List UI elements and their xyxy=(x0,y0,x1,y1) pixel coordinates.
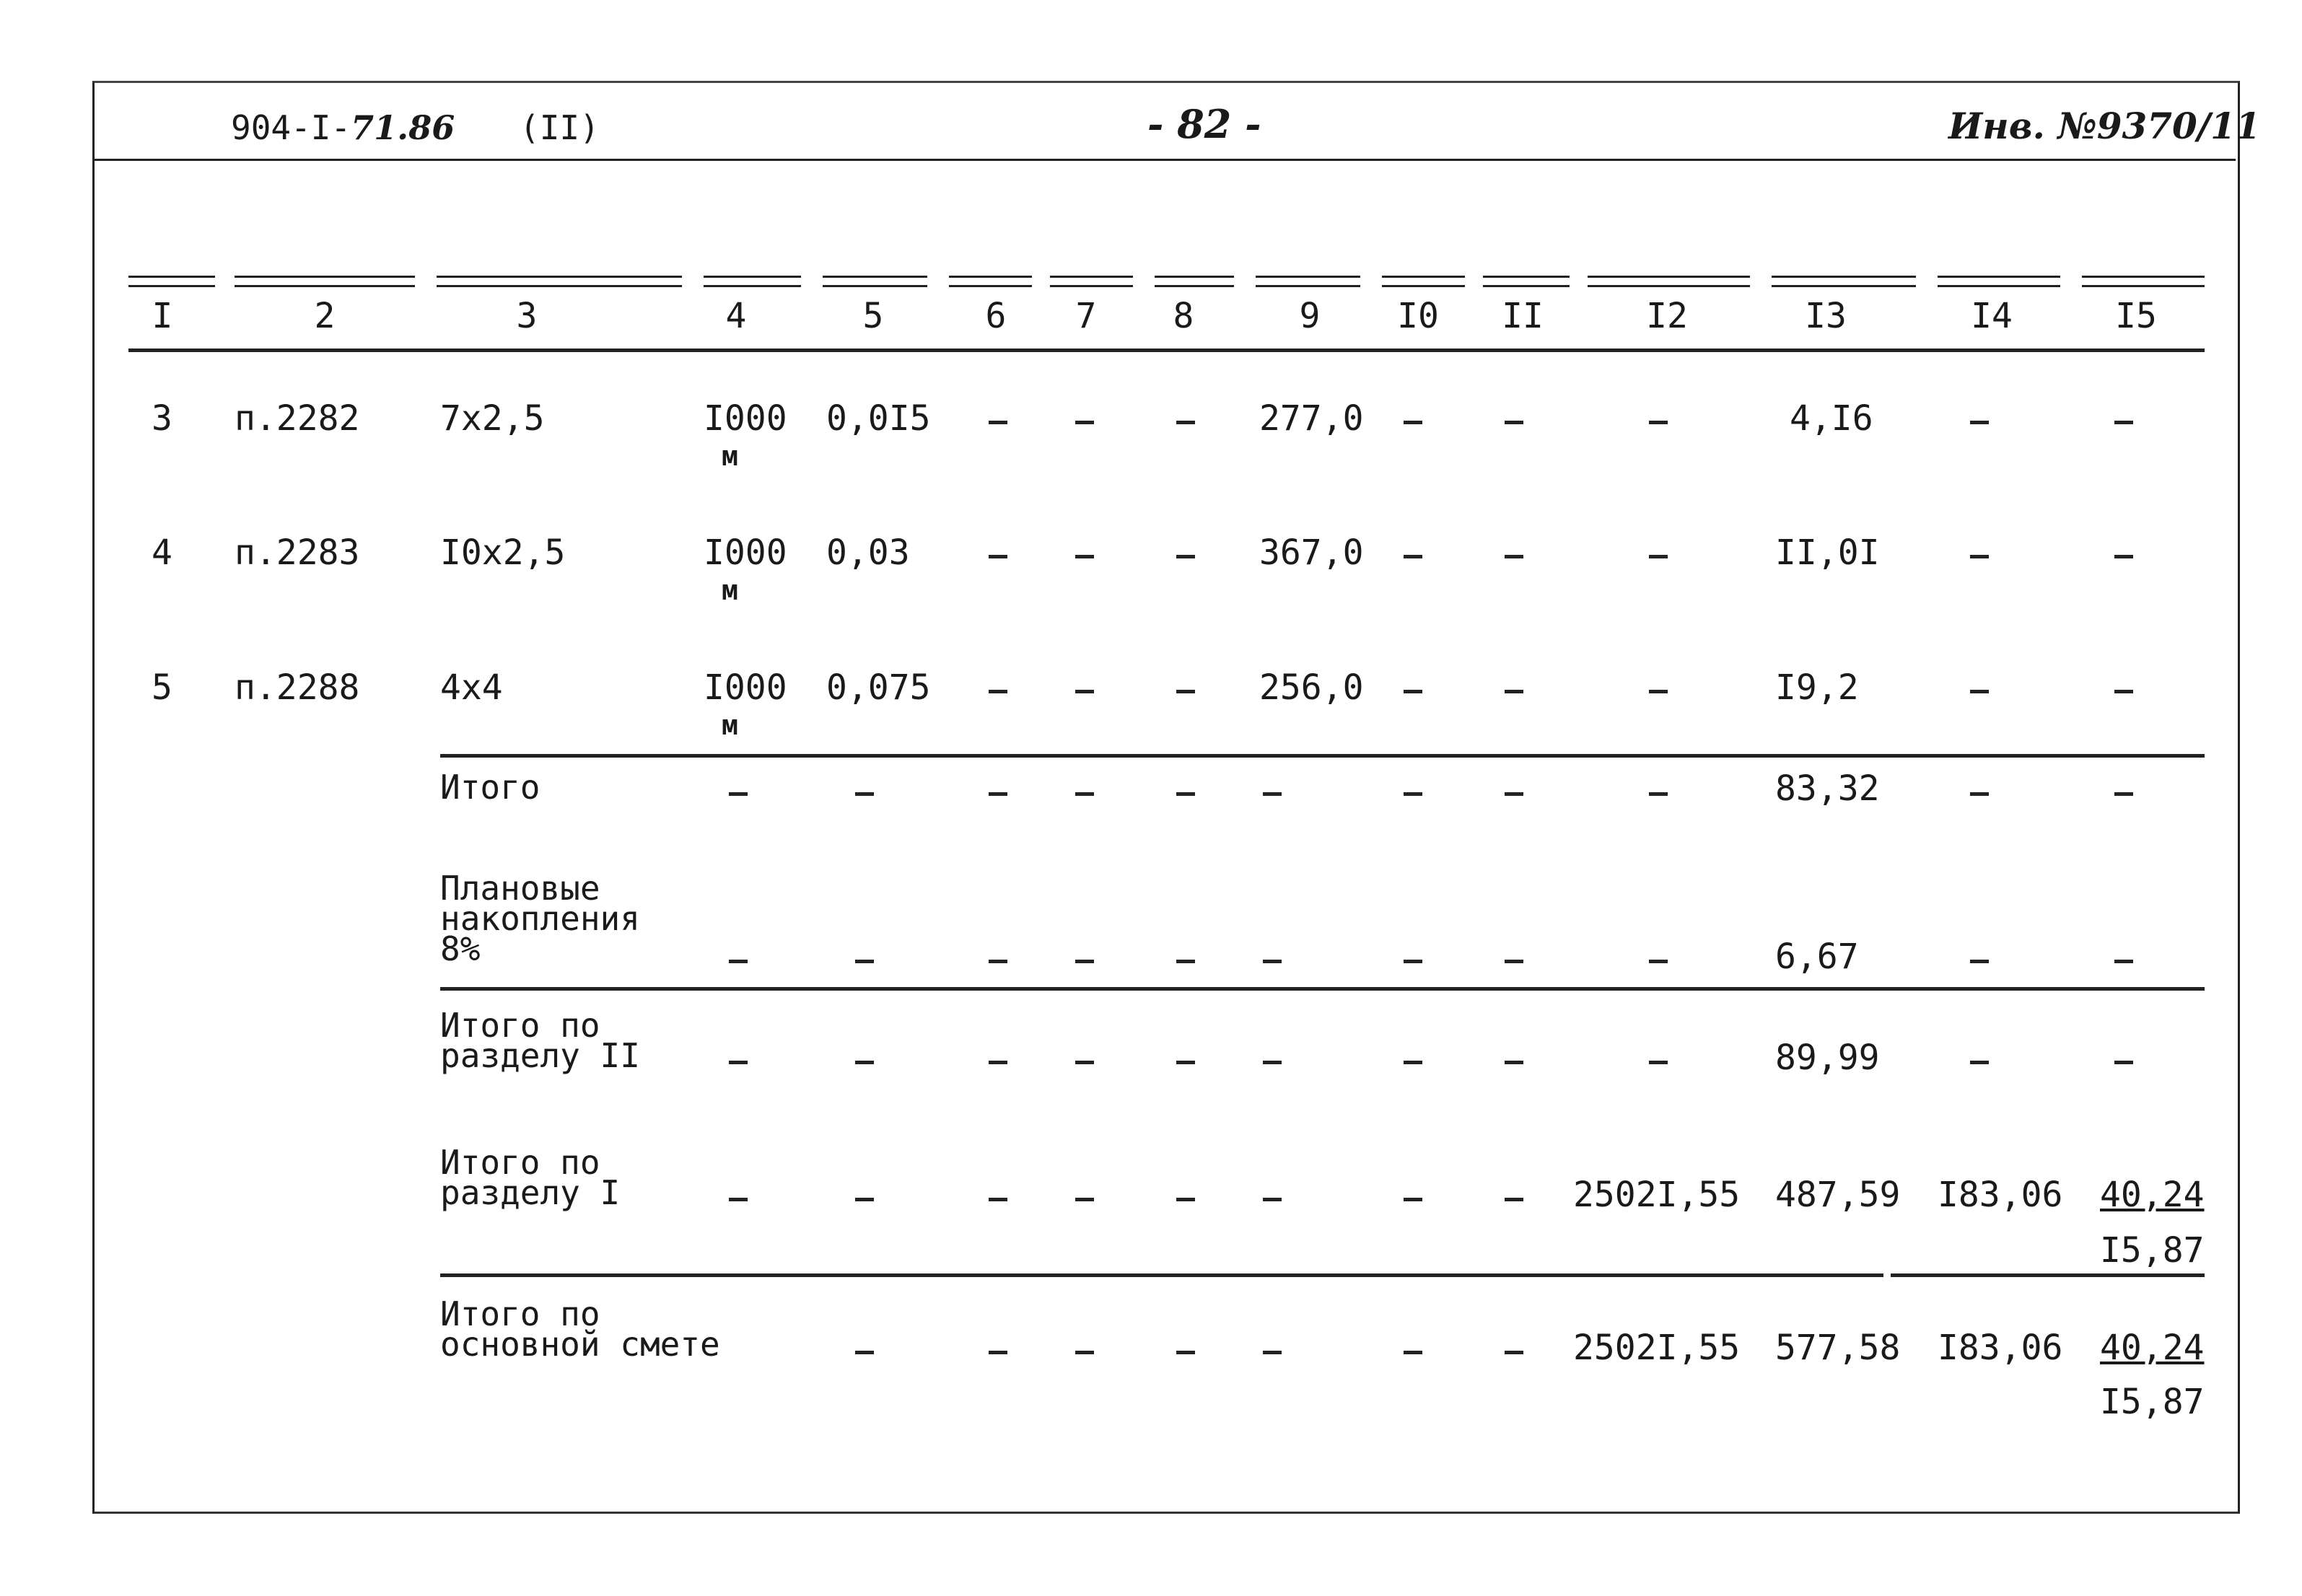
col-rule xyxy=(1256,276,1360,287)
page-number: - 82 - xyxy=(1147,101,1261,147)
dash xyxy=(1404,421,1422,424)
dash xyxy=(1505,690,1523,693)
dash xyxy=(1176,1061,1195,1064)
row-unit: м xyxy=(722,574,738,606)
doc-code-handwritten: 71.86 xyxy=(351,108,455,147)
dash xyxy=(1505,555,1523,558)
dash xyxy=(855,792,874,796)
row-spec: I0x2,5 xyxy=(440,532,566,573)
dash xyxy=(989,690,1007,693)
section-rule xyxy=(440,987,2205,991)
grand-rule-right xyxy=(1891,1273,2205,1277)
col-head-10: I0 xyxy=(1397,296,1439,336)
part-number: (II) xyxy=(520,108,600,147)
col-head-14: I4 xyxy=(1971,296,2013,336)
dash xyxy=(855,1061,874,1064)
dash xyxy=(1649,690,1668,693)
grand-col15-top: 40,24 xyxy=(2100,1328,2205,1368)
section2-label: Итого по разделу II xyxy=(440,1006,640,1075)
dash xyxy=(855,1351,874,1354)
col-rule xyxy=(1938,276,2060,287)
col-head-5: 5 xyxy=(862,296,884,336)
grand-col14: I83,06 xyxy=(1938,1328,2063,1368)
col-head-1: I xyxy=(152,296,173,336)
dash xyxy=(1505,960,1523,963)
col-head-2: 2 xyxy=(314,296,336,336)
dash xyxy=(1176,690,1195,693)
planned-col13: 6,67 xyxy=(1775,937,1859,977)
dash xyxy=(729,1061,748,1064)
dash xyxy=(1176,792,1195,796)
dash xyxy=(1970,421,1989,424)
dash xyxy=(1404,690,1422,693)
row-spec: 7x2,5 xyxy=(440,398,545,439)
row-ref: п.2283 xyxy=(235,532,360,573)
col-head-4: 4 xyxy=(725,296,747,336)
grand-col12: 2502I,55 xyxy=(1573,1328,1741,1368)
col-head-3: 3 xyxy=(516,296,538,336)
section1-label: Итого по разделу I xyxy=(440,1143,621,1212)
dash xyxy=(1075,960,1094,963)
row-col9: 277,0 xyxy=(1259,398,1364,439)
dash xyxy=(1649,421,1668,424)
col-rule xyxy=(128,276,215,287)
row-unit: м xyxy=(722,709,738,741)
dash xyxy=(1404,1061,1422,1064)
dash xyxy=(989,555,1007,558)
col-rule xyxy=(1050,276,1133,287)
dash xyxy=(1263,1351,1282,1354)
header-rule xyxy=(92,159,2236,161)
col-rule xyxy=(704,276,801,287)
dash xyxy=(729,960,748,963)
col-head-12: I2 xyxy=(1646,296,1688,336)
col-rule xyxy=(1772,276,1916,287)
inventory-number: Инв. №9370/11 xyxy=(1948,105,2261,147)
dash xyxy=(989,421,1007,424)
row-col5: 0,03 xyxy=(826,532,910,573)
dash xyxy=(1505,792,1523,796)
dash xyxy=(2114,792,2133,796)
dash xyxy=(989,1351,1007,1354)
row-qty: I000 xyxy=(704,667,787,708)
row-col13: II,0I xyxy=(1775,532,1880,573)
dash xyxy=(1176,1351,1195,1354)
dash xyxy=(989,960,1007,963)
dash xyxy=(1404,1351,1422,1354)
dash xyxy=(855,960,874,963)
dash xyxy=(1404,1198,1422,1201)
planned-label: Плановые накопления 8% xyxy=(440,869,640,968)
dash xyxy=(2114,690,2133,693)
dash xyxy=(1176,555,1195,558)
dash xyxy=(1404,960,1422,963)
dash xyxy=(1176,960,1195,963)
section1-col15-top: 40,24 xyxy=(2100,1175,2205,1215)
dash xyxy=(1970,960,1989,963)
grand-total-label: Итого по основной смете xyxy=(440,1294,720,1364)
dash xyxy=(989,1198,1007,1201)
col-head-8: 8 xyxy=(1173,296,1194,336)
dash xyxy=(989,1061,1007,1064)
col-rule xyxy=(1155,276,1234,287)
row-spec: 4x4 xyxy=(440,667,503,708)
dash xyxy=(1075,1351,1094,1354)
doc-code-printed: 904-I- xyxy=(231,108,351,147)
dash xyxy=(1649,792,1668,796)
dash xyxy=(1263,792,1282,796)
total-col13: 83,32 xyxy=(1775,768,1880,809)
col-head-9: 9 xyxy=(1299,296,1321,336)
row-number: 3 xyxy=(152,398,172,439)
row-qty: I000 xyxy=(704,398,787,439)
col-rule xyxy=(1483,276,1570,287)
total-label: Итого xyxy=(440,768,541,807)
dash xyxy=(1075,690,1094,693)
col-head-6: 6 xyxy=(985,296,1007,336)
row-ref: п.2282 xyxy=(235,398,360,439)
dash xyxy=(1970,792,1989,796)
dash xyxy=(1505,1061,1523,1064)
subtotal-rule xyxy=(440,754,2205,758)
row-number: 4 xyxy=(152,532,172,573)
dash xyxy=(1505,1198,1523,1201)
dash xyxy=(989,792,1007,796)
grand-col13: 577,58 xyxy=(1775,1328,1901,1368)
row-unit: м xyxy=(722,440,738,472)
dash xyxy=(1263,1198,1282,1201)
dash xyxy=(2114,960,2133,963)
grand-col15-bottom: I5,87 xyxy=(2100,1382,2205,1422)
dash xyxy=(1970,555,1989,558)
row-qty: I000 xyxy=(704,532,787,573)
row-col5: 0,075 xyxy=(826,667,931,708)
dash xyxy=(1649,555,1668,558)
col-rule xyxy=(437,276,682,287)
col-rule xyxy=(823,276,927,287)
row-col13: 4,I6 xyxy=(1790,398,1873,439)
dash xyxy=(2114,555,2133,558)
section1-col15-bottom: I5,87 xyxy=(2100,1230,2205,1271)
dash xyxy=(855,1198,874,1201)
row-col9: 256,0 xyxy=(1259,667,1364,708)
dash xyxy=(729,792,748,796)
section1-col14: I83,06 xyxy=(1938,1175,2063,1215)
col-head-11: II xyxy=(1502,296,1544,336)
section1-col12: 2502I,55 xyxy=(1573,1175,1741,1215)
col-head-13: I3 xyxy=(1805,296,1847,336)
dash xyxy=(1505,1351,1523,1354)
dash xyxy=(1075,1061,1094,1064)
col-rule xyxy=(949,276,1032,287)
dash xyxy=(1075,1198,1094,1201)
dash xyxy=(2114,421,2133,424)
dash xyxy=(1075,421,1094,424)
dash xyxy=(1649,960,1668,963)
col-head-15: I5 xyxy=(2115,296,2157,336)
dash xyxy=(1075,555,1094,558)
dash xyxy=(2114,1061,2133,1064)
section1-col13: 487,59 xyxy=(1775,1175,1901,1215)
dash xyxy=(1263,960,1282,963)
grand-rule xyxy=(440,1273,1883,1277)
dash xyxy=(1263,1061,1282,1064)
document-code xyxy=(231,108,455,147)
col-rule xyxy=(2082,276,2205,287)
dash xyxy=(1649,1061,1668,1064)
row-col13: I9,2 xyxy=(1775,667,1859,708)
row-col5: 0,0I5 xyxy=(826,398,931,439)
row-ref: п.2288 xyxy=(235,667,360,708)
row-number: 5 xyxy=(152,667,172,708)
col-rule xyxy=(1588,276,1750,287)
dash xyxy=(1176,421,1195,424)
dash xyxy=(729,1198,748,1201)
col-rule xyxy=(1382,276,1465,287)
dash xyxy=(1176,1198,1195,1201)
dash xyxy=(1970,690,1989,693)
dash xyxy=(1075,792,1094,796)
section2-col13: 89,99 xyxy=(1775,1038,1880,1078)
dash xyxy=(1404,792,1422,796)
col-head-7: 7 xyxy=(1075,296,1097,336)
col-rule xyxy=(235,276,415,287)
row-col9: 367,0 xyxy=(1259,532,1364,573)
dash xyxy=(1404,555,1422,558)
header-bottom-rule xyxy=(128,348,2205,352)
dash xyxy=(1505,421,1523,424)
dash xyxy=(1970,1061,1989,1064)
